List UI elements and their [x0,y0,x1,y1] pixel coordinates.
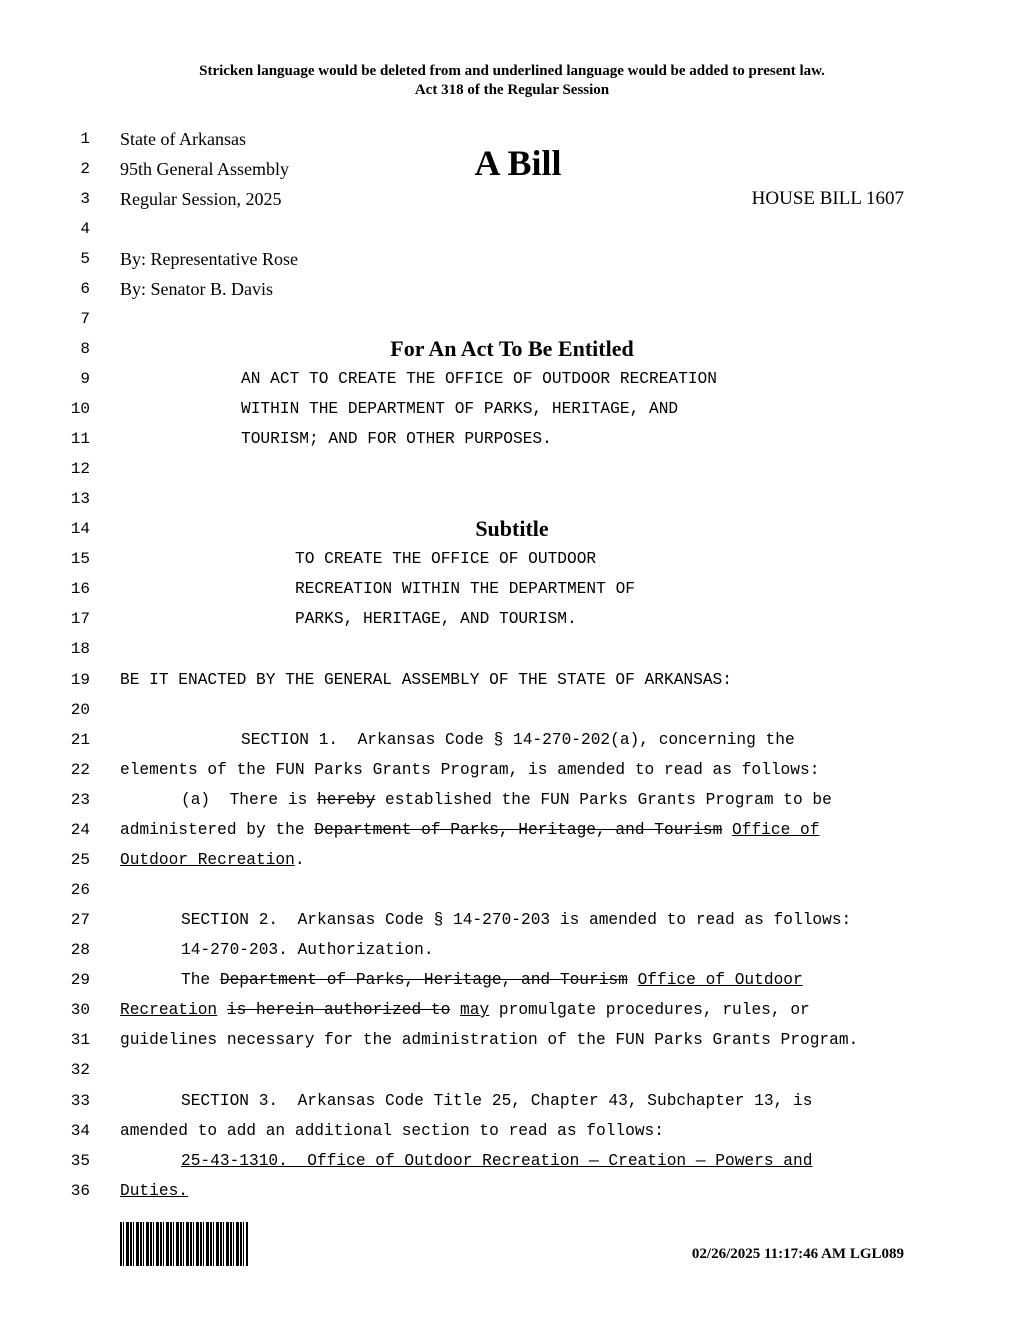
state-name: State of Arkansas [120,129,246,149]
sponsor-senator: By: Senator B. Davis [120,279,273,299]
stricken-text: hereby [317,791,376,809]
added-text: Recreation [120,1001,218,1019]
text-run: administered by the [120,821,315,839]
line-number: 18 [70,640,90,658]
line-number: 30 [70,1001,90,1019]
section-1-text [120,845,305,875]
line-number: 29 [70,971,90,989]
added-text: Duties. [120,1182,188,1200]
section-2-text [181,965,803,995]
line-number: 25 [70,851,90,869]
text-run: established the FUN Parks Grants Program to be [375,791,832,809]
notice-line-2: Act 318 of the Regular Session [414,82,610,98]
entitled-heading: For An Act To Be Entitled [390,336,634,361]
line-number: 27 [70,911,90,929]
section-1-text: elements of the FUN Parks Grants Program, is amended to read as follows: [120,761,820,779]
notice-line-1: Stricken language would be deleted from and underlined language would be added to present law. [199,63,825,79]
added-text: may [460,1001,490,1019]
line-number: 13 [70,490,90,508]
section-2-heading: SECTION 2. Arkansas Code § 14-270-203 is amended to read as follows: [181,911,852,929]
text-run: . [294,851,305,869]
line-number: 32 [70,1061,90,1079]
text-run [450,1001,460,1019]
line-number: 14 [70,520,90,538]
line-number: 15 [70,550,90,568]
line-number: 23 [70,791,90,809]
barcode-image [120,1222,248,1266]
stricken-text: is herein authorized to [226,1001,451,1019]
line-number: 36 [70,1182,90,1200]
line-number: 26 [70,881,90,899]
general-assembly: 95th General Assembly [120,159,289,179]
line-number: 4 [80,220,90,238]
line-number: 21 [70,731,90,749]
subtitle-line: RECREATION WITHIN THE DEPARTMENT OF [295,580,635,598]
subtitle-line: PARKS, HERITAGE, AND TOURISM. [295,610,577,628]
session-name: Regular Session, 2025 [120,189,282,209]
added-text: Outdoor Recreation [120,851,295,869]
line-number: 11 [70,430,90,448]
line-number: 10 [70,400,90,418]
stricken-text: Department of Parks, Heritage, and Tourism [219,971,628,989]
text-run [628,971,638,989]
section-2-text [120,995,810,1025]
line-number: 6 [80,280,90,298]
text-run: The [181,971,220,989]
entitled-line: TOURISM; AND FOR OTHER PURPOSES. [241,430,552,448]
line-number: 12 [70,460,90,478]
stricken-text: Department of Parks, Heritage, and Tourism [314,821,723,839]
line-number: 3 [80,190,90,208]
timestamp: 02/26/2025 11:17:46 AM LGL089 [691,1246,904,1262]
section-3-text [181,1146,812,1176]
line-number: 24 [70,821,90,839]
section-3-text: amended to add an additional section to read as follows: [120,1122,664,1140]
text-run [217,1001,227,1019]
line-number: 17 [70,610,90,628]
line-number: 34 [70,1122,90,1140]
line-number: 33 [70,1092,90,1110]
text-run: (a) There is [181,791,317,809]
bill-number: HOUSE BILL 1607 [751,188,904,209]
entitled-line: WITHIN THE DEPARTMENT OF PARKS, HERITAGE, AND [241,400,679,418]
amendment-notice [0,62,1024,100]
bill-title: A Bill [474,143,562,183]
text-run: promulgate procedures, rules, or [489,1001,810,1019]
section-1-text [181,785,832,815]
enacting-clause: BE IT ENACTED BY THE GENERAL ASSEMBLY OF THE STATE OF ARKANSAS: [120,671,732,689]
line-number: 5 [80,250,90,268]
section-2-text: 14-270-203. Authorization. [181,941,434,959]
section-2-text: guidelines necessary for the administration of the FUN Parks Grants Program. [120,1031,859,1049]
line-number: 8 [80,340,90,358]
line-number: 2 [80,160,90,178]
line-number: 7 [80,310,90,328]
section-1-heading: SECTION 1. Arkansas Code § 14-270-202(a), concerning the [241,731,795,749]
line-number: 1 [80,130,90,148]
line-number: 35 [70,1152,90,1170]
line-number: 22 [70,761,90,779]
text-run [722,821,732,839]
line-number: 19 [70,671,90,689]
line-number: 20 [70,701,90,719]
added-text: Office of Outdoor [637,971,803,989]
section-3-text [120,1176,188,1206]
line-number: 31 [70,1031,90,1049]
section-1-text [120,815,819,845]
subtitle-line: TO CREATE THE OFFICE OF OUTDOOR [295,550,597,568]
line-number: 28 [70,941,90,959]
added-text: 25-43-1310. Office of Outdoor Recreation — Creation — Powers and [181,1152,813,1170]
entitled-line: AN ACT TO CREATE THE OFFICE OF OUTDOOR RECREATION [241,370,717,388]
sponsor-representative: By: Representative Rose [120,249,298,269]
line-number: 16 [70,580,90,598]
subtitle-heading: Subtitle [475,516,549,541]
line-number: 9 [80,370,90,388]
added-text: Office of [732,821,820,839]
section-3-heading: SECTION 3. Arkansas Code Title 25, Chapter 43, Subchapter 13, is [181,1092,813,1110]
